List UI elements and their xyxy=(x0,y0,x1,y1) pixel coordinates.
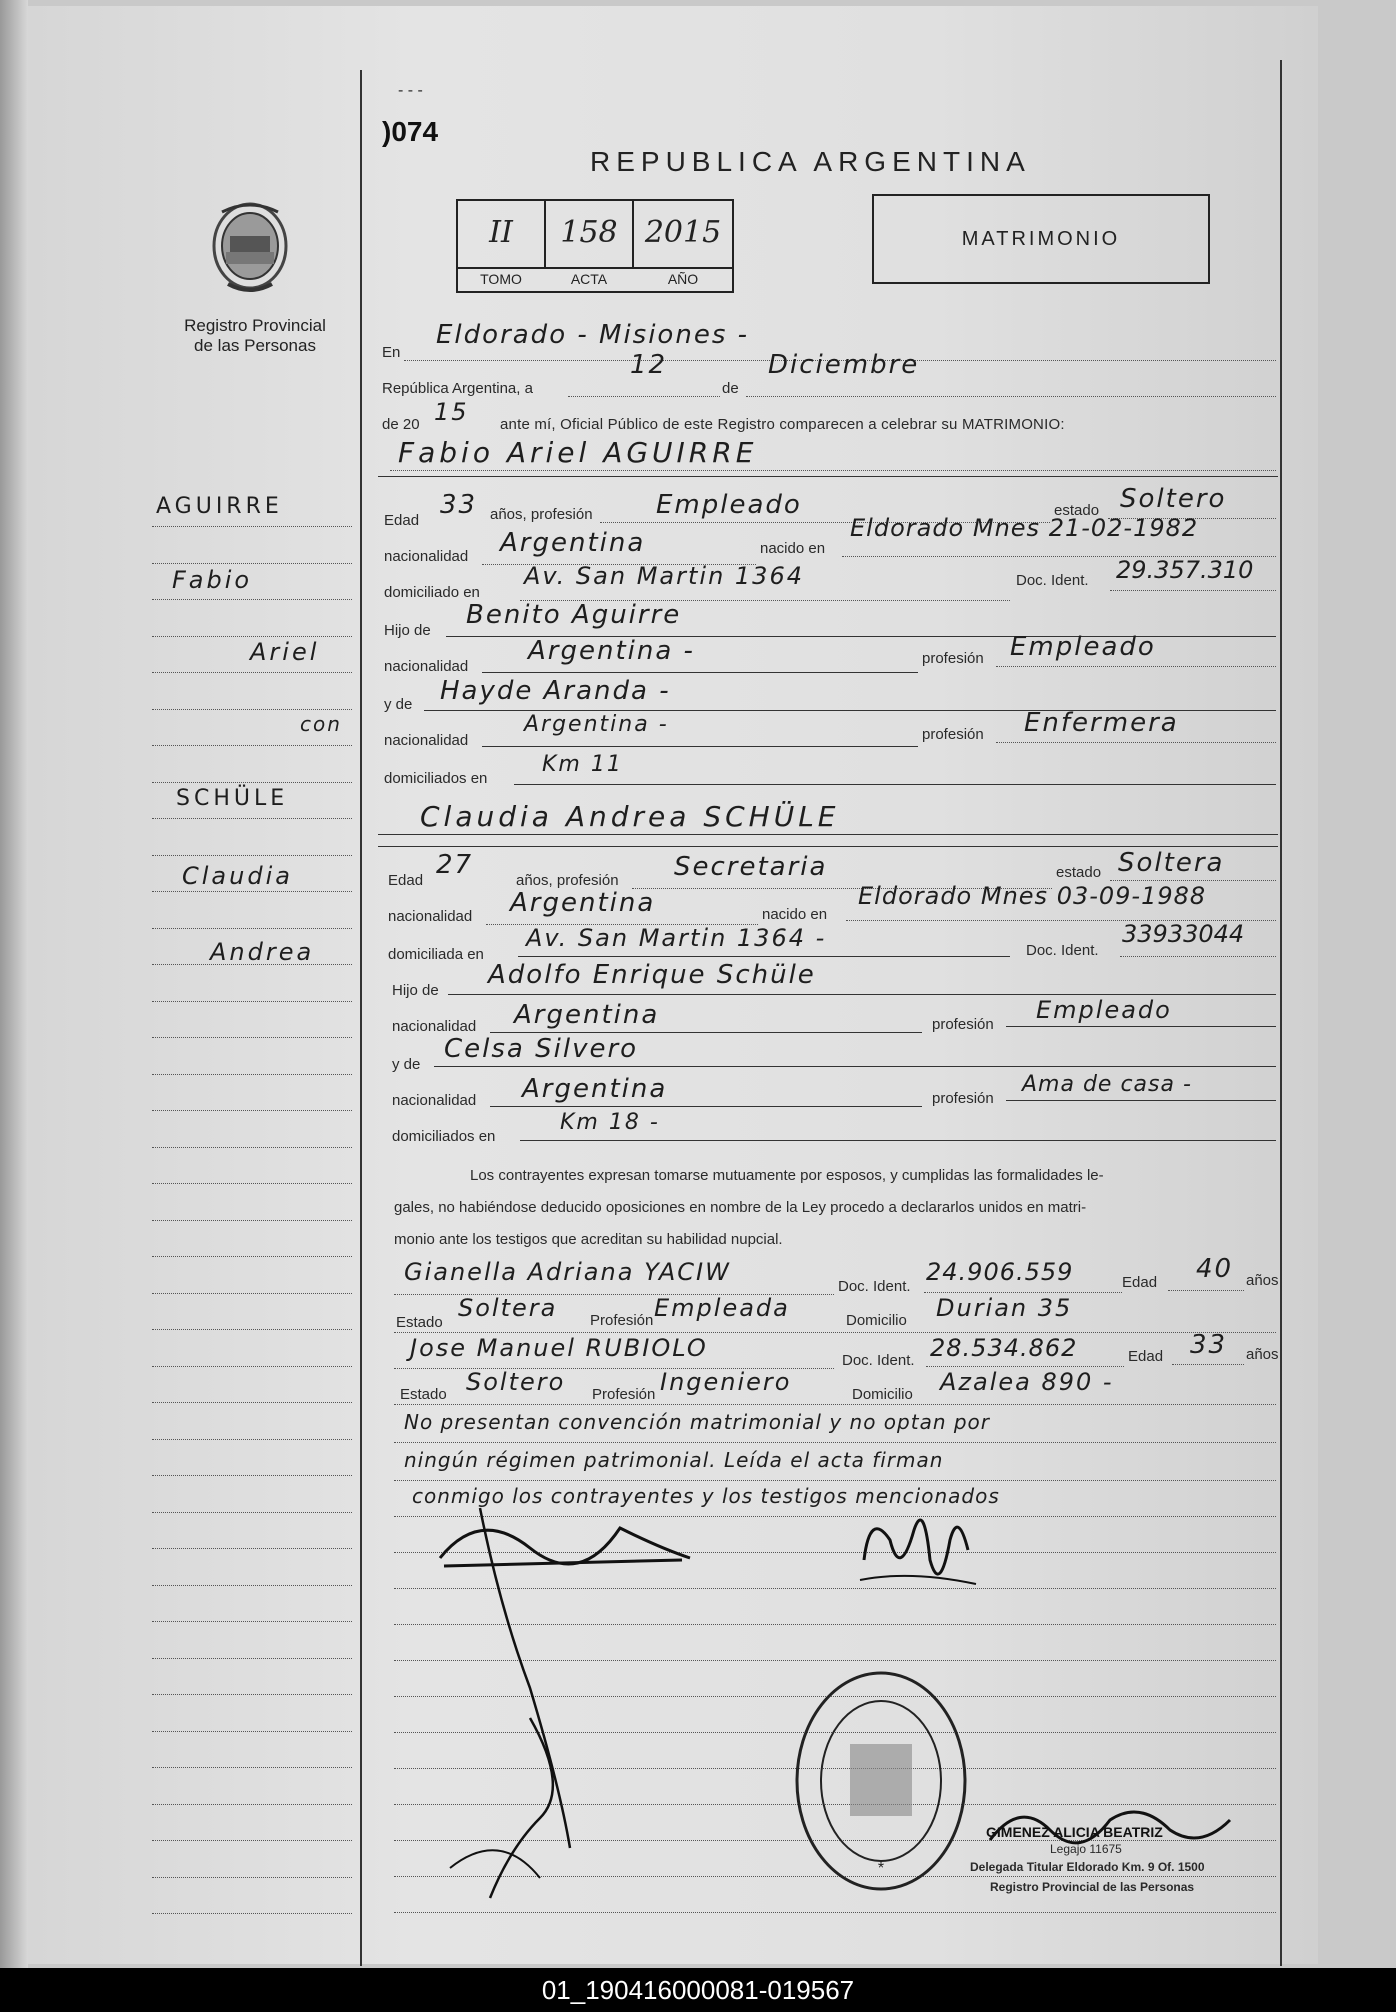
left-frame-line xyxy=(360,70,362,1966)
witness-2-age: 33 xyxy=(1190,1330,1228,1360)
margin-rule xyxy=(152,1658,352,1659)
margin-rule xyxy=(152,1475,352,1476)
groom-nationality: Argentina xyxy=(500,528,646,558)
groom-parents-address: Km 11 xyxy=(542,752,623,777)
groom-birth: Eldorado Mnes 21-02-1982 xyxy=(850,514,1199,542)
groom-hijo-label: Hijo de xyxy=(384,622,431,639)
margin-rule xyxy=(152,636,352,637)
republica-label: República Argentina, a xyxy=(382,380,533,397)
bride-parents-address: Km 18 - xyxy=(560,1110,660,1135)
groom-doc-line xyxy=(1110,590,1276,591)
bride-mother-prof: Ama de casa - xyxy=(1022,1072,1192,1097)
margin-rule xyxy=(152,526,352,527)
groom-mother-nac-label: nacionalidad xyxy=(384,732,469,749)
note-rule-2 xyxy=(394,1480,1276,1481)
margin-rule xyxy=(152,1804,352,1805)
groom-edad-label: Edad xyxy=(384,512,420,529)
witness-1-name: Gianella Adriana YACIW xyxy=(404,1258,731,1286)
bride-yde-label: y de xyxy=(392,1056,421,1073)
file-caption: 01_190416000081-019567 xyxy=(0,1968,1396,2012)
bride-signature xyxy=(850,1500,980,1610)
witness-2-name: Jose Manuel RUBIOLO xyxy=(410,1334,708,1362)
bride-age: 27 xyxy=(436,850,474,880)
bride-address: Av. San Martin 1364 - xyxy=(526,924,827,952)
groom-name-line xyxy=(390,470,1276,471)
ano-value: 2015 xyxy=(644,215,722,250)
registry-name xyxy=(160,316,350,356)
bride-mother-nac-label: nacionalidad xyxy=(392,1092,477,1109)
witness-1-detail-line xyxy=(394,1332,1276,1333)
bride-estado-label: estado xyxy=(1056,864,1102,881)
top-mark: - - - xyxy=(398,82,423,99)
margin-note-6: Claudia xyxy=(182,862,293,890)
margin-rule xyxy=(152,672,352,673)
margin-note-1: AGUIRRE xyxy=(156,494,283,519)
margin-rule xyxy=(152,964,352,965)
witness-1-domic-label: Domicilio xyxy=(846,1312,907,1329)
witness-2-prof-label: Profesión xyxy=(592,1386,656,1403)
margin-rule xyxy=(152,1731,352,1732)
bride-domic-label: domiciliada en xyxy=(388,946,484,963)
groom-father: Benito Aguirre xyxy=(466,600,682,630)
groom-nac-label: nacionalidad xyxy=(384,548,469,565)
groom-estado-label: estado xyxy=(1054,502,1100,519)
bride-father-prof-line xyxy=(1006,1026,1276,1027)
margin-note-7: Andrea xyxy=(210,938,315,966)
year-suffix: 15 xyxy=(434,398,469,426)
margin-rule xyxy=(152,1037,352,1038)
groom-civil-status: Soltero xyxy=(1120,484,1227,514)
margin-note-2: Fabio xyxy=(172,566,253,594)
de-label: de xyxy=(722,380,739,397)
bride-domiciliados-label: domiciliados en xyxy=(392,1128,496,1145)
witness-2-domic-label: Domicilio xyxy=(852,1386,913,1403)
witness-1-profession: Empleada xyxy=(654,1294,790,1322)
witness-1-doc: 24.906.559 xyxy=(926,1258,1074,1286)
groom-father-prof: Empleado xyxy=(1010,632,1156,662)
official-seal-stamp xyxy=(792,1668,970,1894)
svg-text:*: * xyxy=(877,1860,885,1877)
witness-2-address: Azalea 890 - xyxy=(940,1368,1114,1396)
month-value: Diciembre xyxy=(768,350,920,380)
groom-age: 33 xyxy=(440,490,478,520)
officer-name: GIMENEZ ALICIA BEATRIZ xyxy=(986,1824,1163,1840)
bride-divider xyxy=(378,846,1278,847)
groom-father-prof-line xyxy=(996,666,1276,667)
bride-edad-label: Edad xyxy=(388,872,424,889)
declaration-line-2: gales, no habiéndose deducido oposiciones en nombre de la Ley procedo a declararlos unidos en matri- xyxy=(394,1199,1087,1216)
bride-nacido-label: nacido en xyxy=(762,906,828,923)
margin-rule xyxy=(152,563,352,564)
groom-father-prof-label: profesión xyxy=(922,650,984,667)
country-title: REPUBLICA ARGENTINA xyxy=(590,146,1031,177)
blank-rule xyxy=(394,1912,1276,1913)
witness-2-detail-line xyxy=(394,1404,1276,1405)
margin-rule xyxy=(152,1767,352,1768)
witness-2-doc: 28.534.862 xyxy=(930,1334,1078,1362)
groom-address: Av. San Martin 1364 xyxy=(524,562,804,590)
document-number: )074 xyxy=(382,116,439,147)
margin-rule xyxy=(152,1694,352,1695)
groom-profession: Empleado xyxy=(656,490,802,520)
witness-1-anos-label: años xyxy=(1246,1272,1279,1289)
tomo-value: II xyxy=(489,215,513,250)
witness-1-doc-label: Doc. Ident. xyxy=(838,1278,911,1295)
margin-rule xyxy=(152,1256,352,1257)
bride-name-line xyxy=(378,834,1278,835)
margin-note-4: con xyxy=(300,712,342,736)
groom-divider xyxy=(378,476,1278,477)
margin-note-5: SCHÜLE xyxy=(176,786,289,811)
groom-father-nat-line xyxy=(482,672,918,673)
witness-1-address: Durian 35 xyxy=(936,1294,1073,1322)
acta-label: ACTA xyxy=(570,271,608,287)
witness-1-doc-line xyxy=(924,1292,1122,1293)
margin-rule xyxy=(152,1621,352,1622)
witness-1-age: 40 xyxy=(1196,1254,1234,1284)
witness-2-civil-status: Soltero xyxy=(466,1368,566,1396)
witness-1-estado-label: Estado xyxy=(396,1314,443,1331)
bride-mother-nat-line xyxy=(490,1106,922,1107)
month-line xyxy=(746,396,1276,397)
witness-2-profession: Ingeniero xyxy=(660,1368,792,1396)
margin-rule xyxy=(152,1220,352,1221)
day-line xyxy=(568,396,720,397)
bride-mother: Celsa Silvero xyxy=(444,1034,639,1064)
note-rule-1 xyxy=(394,1442,1276,1443)
bride-birth: Eldorado Mnes 03-09-1988 xyxy=(858,882,1207,910)
reference-box xyxy=(456,199,734,293)
margin-rule xyxy=(152,1110,352,1111)
officer-title: Delegada Titular Eldorado Km. 9 Of. 1500 xyxy=(970,1860,1205,1874)
groom-anos-prof-label: años, profesión xyxy=(490,506,593,523)
groom-nacido-label: nacido en xyxy=(760,540,826,557)
margin-rule xyxy=(152,782,352,783)
place-value: Eldorado - Misiones - xyxy=(436,320,750,350)
groom-name: Fabio Ariel AGUIRRE xyxy=(398,436,758,469)
margin-rule xyxy=(152,1001,352,1002)
groom-father-nat: Argentina - xyxy=(528,636,695,666)
bride-nac-label: nacionalidad xyxy=(388,908,473,925)
groom-parents-address-line xyxy=(514,784,1276,785)
bride-father-nat-line xyxy=(490,1032,922,1033)
note-line-1: No presentan convención matrimonial y no optan por xyxy=(404,1410,991,1434)
margin-rule xyxy=(152,1074,352,1075)
witness-2-edad-label: Edad xyxy=(1128,1348,1164,1365)
bride-anos-prof-label: años, profesión xyxy=(516,872,619,889)
bride-father-nat: Argentina xyxy=(514,1000,660,1030)
witness-2-doc-label: Doc. Ident. xyxy=(842,1352,915,1369)
margin-rule xyxy=(152,1585,352,1586)
bride-doc: 33933044 xyxy=(1122,920,1245,948)
right-frame-line xyxy=(1280,60,1282,1966)
witness-1-age-line xyxy=(1168,1290,1244,1291)
bride-father-prof: Empleado xyxy=(1036,996,1172,1024)
groom-mother-prof: Enfermera xyxy=(1024,708,1179,738)
day-value: 12 xyxy=(630,350,668,380)
bride-father-line xyxy=(448,994,1276,995)
margin-rule xyxy=(152,1329,352,1330)
margin-rule xyxy=(152,818,352,819)
bride-doc-label: Doc. Ident. xyxy=(1026,942,1099,959)
margin-rule xyxy=(152,1512,352,1513)
bride-doc-line xyxy=(1120,956,1276,957)
bride-civil-status: Soltera xyxy=(1118,848,1225,878)
bride-parents-address-line xyxy=(520,1140,1276,1141)
bride-mother-prof-label: profesión xyxy=(932,1090,994,1107)
margin-rule xyxy=(152,891,352,892)
margin-note-3: Ariel xyxy=(250,638,320,666)
acta-value: 158 xyxy=(560,215,618,250)
margin-rule xyxy=(152,1913,352,1914)
groom-mother-nat: Argentina - xyxy=(524,712,669,737)
bride-mother-nat: Argentina xyxy=(522,1074,668,1104)
margin-rule xyxy=(152,745,352,746)
margin-rule xyxy=(152,599,352,600)
en-label: En xyxy=(382,344,401,361)
margin-rule xyxy=(152,1840,352,1841)
witness-1-prof-label: Profesión xyxy=(590,1312,654,1329)
officer-legajo: Legajo 11675 xyxy=(1050,1842,1122,1856)
tomo-label: TOMO xyxy=(480,271,522,287)
header-statement: ante mí, Oficial Público de este Registro comparecen a celebrar su MATRIMONIO: xyxy=(500,416,1065,433)
groom-mother-prof-line xyxy=(996,742,1276,743)
year-prefix: de 20 xyxy=(382,416,420,433)
witness-2-estado-label: Estado xyxy=(400,1386,447,1403)
bride-father-prof-label: profesión xyxy=(932,1016,994,1033)
witness-1-civil-status: Soltera xyxy=(458,1294,558,1322)
margin-rule xyxy=(152,1439,352,1440)
margin-rule xyxy=(152,709,352,710)
groom-domic-label: domiciliado en xyxy=(384,584,480,601)
groom-father-nac-label: nacionalidad xyxy=(384,658,469,675)
groom-doc: 29.357.310 xyxy=(1116,556,1254,584)
groom-mother-nat-line xyxy=(482,746,918,747)
bride-father: Adolfo Enrique Schüle xyxy=(488,960,816,990)
witness-2-doc-line xyxy=(926,1366,1124,1367)
officer-agency: Registro Provincial de las Personas xyxy=(990,1880,1195,1894)
bride-estado-line xyxy=(1110,880,1276,881)
margin-rule xyxy=(152,1402,352,1403)
margin-rule xyxy=(152,855,352,856)
witness-2-age-line xyxy=(1172,1364,1244,1365)
bride-address-line xyxy=(518,956,1010,957)
bride-father-nac-label: nacionalidad xyxy=(392,1018,477,1035)
margin-rule xyxy=(152,1548,352,1549)
act-type-box: MATRIMONIO xyxy=(872,194,1210,284)
groom-signature xyxy=(420,1488,710,1908)
groom-mother: Hayde Aranda - xyxy=(440,676,671,706)
groom-mother-prof-label: profesión xyxy=(922,726,984,743)
bride-nationality: Argentina xyxy=(510,888,656,918)
registry-line-1: Registro Provincial xyxy=(184,316,326,335)
margin-rule xyxy=(152,1293,352,1294)
margin-rule xyxy=(152,928,352,929)
margin-rule xyxy=(152,1183,352,1184)
witness-1-edad-label: Edad xyxy=(1122,1274,1158,1291)
bride-mother-line xyxy=(434,1066,1276,1067)
misiones-shield-icon xyxy=(208,200,292,296)
groom-doc-label: Doc. Ident. xyxy=(1016,572,1089,589)
witness-2-anos-label: años xyxy=(1246,1346,1279,1363)
bride-name: Claudia Andrea SCHÜLE xyxy=(420,800,840,833)
declaration-line-3: monio ante los testigos que acreditan su habilidad nupcial. xyxy=(394,1231,783,1248)
note-line-3: conmigo los contrayentes y los testigos mencionados xyxy=(412,1484,1000,1508)
groom-domiciliados-label: domiciliados en xyxy=(384,770,488,787)
margin-rule xyxy=(152,1366,352,1367)
margin-rule xyxy=(152,1877,352,1878)
note-line-2: ningún régimen patrimonial. Leída el acta firman xyxy=(404,1448,944,1472)
bride-mother-prof-line xyxy=(1006,1100,1276,1101)
bride-profession: Secretaria xyxy=(674,852,828,882)
groom-yde-label: y de xyxy=(384,696,413,713)
binding-edge xyxy=(0,0,28,1968)
ano-label: AÑO xyxy=(667,271,699,287)
declaration-line-1: Los contrayentes expresan tomarse mutuamente por esposos, y cumplidas las formalidades le- xyxy=(470,1167,1104,1184)
bride-hijo-label: Hijo de xyxy=(392,982,439,999)
registry-line-2: de las Personas xyxy=(194,336,316,355)
margin-rule xyxy=(152,1147,352,1148)
